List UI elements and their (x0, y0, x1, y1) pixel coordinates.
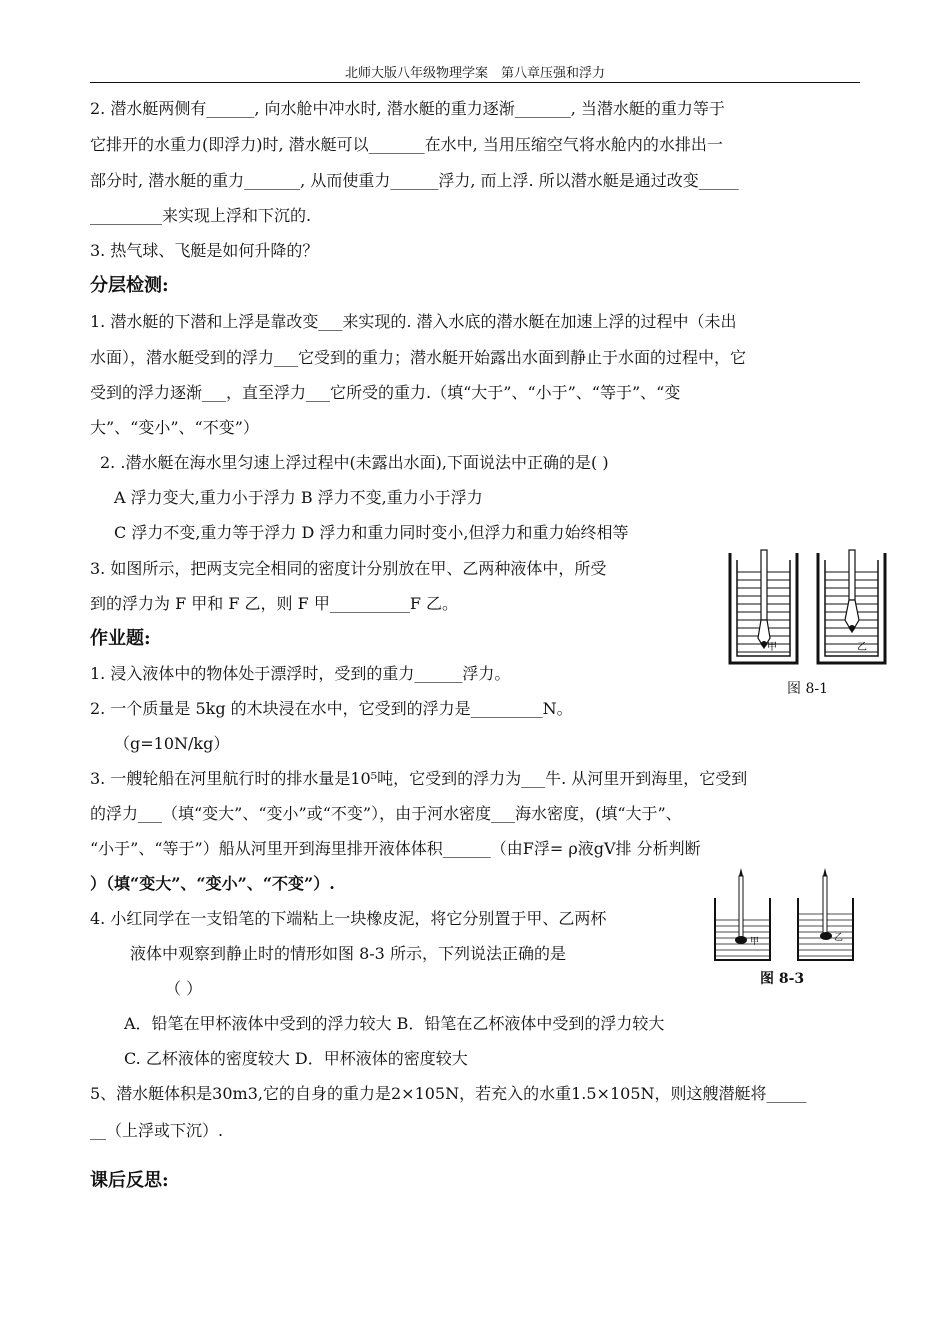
option-line: A 浮力变大,重力小于浮力 B 浮力不变,重力小于浮力 (114, 488, 483, 507)
text-line: 4. 小红同学在一支铅笔的下端粘上一块橡皮泥，将它分别置于甲、乙两杯 (90, 909, 607, 928)
text-line: 大”、“变小”、“不变”） (90, 418, 259, 437)
label-jia: 甲 (750, 937, 760, 947)
beaker-yi (818, 550, 885, 663)
section-heading: 作业题: (90, 628, 151, 649)
text-line: 它排开的水重力(即浮力)时, 潜水艇可以_______在水中, 当用压缩空气将水舱内的水排出一 (90, 135, 723, 154)
text-line: 受到的浮力逐渐___，直至浮力___它所受的重力.（填“大于”、“小于”、“等于”、“变 (90, 383, 681, 402)
beaker-jia (730, 550, 797, 663)
text-line: 5、潜水艇体积是30m3,它的自身的重力是2×105N，若充入的水重1.5×105N，则这艘潜艇将_____ (90, 1084, 807, 1103)
text-line: _________来实现上浮和下沉的. (90, 206, 312, 225)
figure-8-3 (710, 868, 860, 968)
option-line: C 浮力不变,重力等于浮力 D 浮力和重力同时变小,但浮力和重力始终相等 (114, 523, 629, 542)
text-line: （g=10N/kg） (114, 734, 230, 753)
text-line: 2. .潜水艇在海水里匀速上浮过程中(未露出水面),下面说法中正确的是( ) (100, 453, 609, 472)
text-line: （ ） (165, 979, 203, 998)
text-line: 3. 一艘轮船在河里航行时的排水量是10⁵吨，它受到的浮力为___牛. 从河里开到海里，它受到 (90, 769, 748, 788)
text-line: ）（填“变大”、“变小”、“不变”）. (90, 874, 335, 893)
text-line: 2. 一个质量是 5kg 的木块浸在水中，它受到的浮力是_________N。 (90, 699, 573, 718)
text-line: 1. 潜水艇的下潜和上浮是靠改变___来实现的. 潜入水底的潜水艇在加速上浮的过程中（未出 (90, 312, 737, 331)
label-yi: 乙 (834, 933, 844, 943)
label-yi: 乙 (857, 642, 867, 653)
text-line: 1. 浸入液体中的物体处于漂浮时，受到的重力______浮力。 (90, 664, 511, 683)
text-line: “小于”、“等于”）船从河里开到海里排开液体体积______（由F浮= ρ液gV排 分析判断 (90, 839, 701, 858)
text-line: 2. 潜水艇两侧有______, 向水舱中冲水时, 潜水艇的重力逐渐_______, 当潜水艇的重力等于 (90, 99, 725, 118)
figure-8-1 (725, 548, 893, 668)
header-rule (90, 82, 860, 83)
option-line: A．铅笔在甲杯液体中受到的浮力较大 B．铅笔在乙杯液体中受到的浮力较大 (124, 1014, 665, 1033)
text-line: 水面），潜水艇受到的浮力___它受到的重力；潜水艇开始露出水面到静止于水面的过程中，它 (90, 348, 747, 367)
text-line: 液体中观察到静止时的情形如图 8-3 所示，下列说法正确的是 (130, 944, 566, 963)
cup-yi (798, 868, 853, 960)
label-jia: 甲 (767, 642, 777, 653)
option-line: C. 乙杯液体的密度较大 D．甲杯液体的密度较大 (124, 1049, 468, 1068)
figure-8-3-caption: 图 8-3 (760, 971, 805, 987)
text-line: 3. 热气球、飞艇是如何升降的？ (90, 241, 319, 260)
page-header: 北师大版八年级物理学案 第八章压强和浮力 (344, 66, 605, 81)
cup-jia (715, 868, 770, 960)
text-line: 3. 如图所示，把两支完全相同的密度计分别放在甲、乙两种液体中，所受 (90, 559, 607, 578)
figure-8-1-caption: 图 8-1 (787, 681, 828, 697)
section-heading: 课后反思: (90, 1170, 169, 1191)
section-heading: 分层检测: (90, 275, 169, 296)
text-line: 部分时, 潜水艇的重力_______, 从而使重力______浮力, 而上浮. 所以潜水艇是通过改变_____ (90, 171, 739, 190)
text-line: 的浮力___（填“变大”、“变小”或“不变”），由于河水密度___海水密度，(填“大于”、 (90, 804, 682, 823)
text-line: __（上浮或下沉）. (90, 1121, 224, 1140)
text-line: 到的浮力为 F 甲和 F 乙，则 F 甲__________F 乙。 (90, 594, 459, 613)
